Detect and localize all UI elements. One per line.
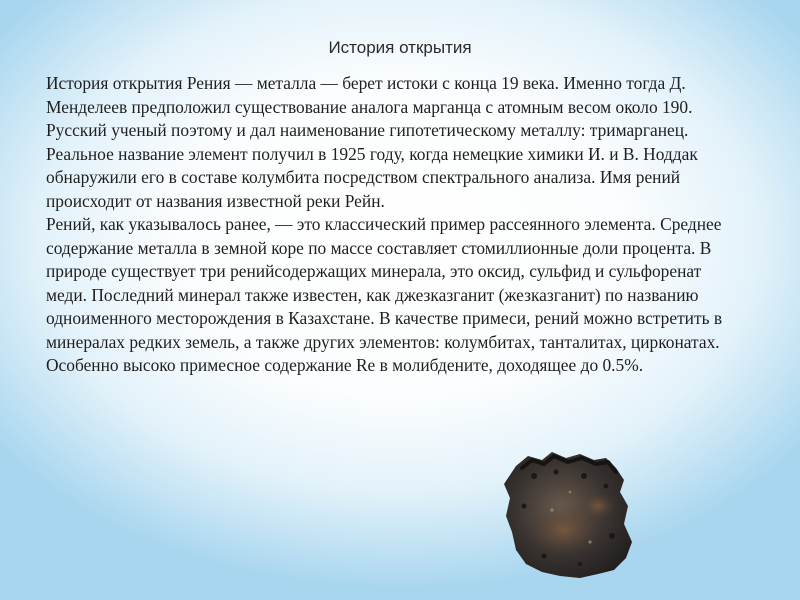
slide-body	[46, 72, 746, 378]
paragraph-discovery: История открытия Рения — металла — берет истоки с конца 19 века. Именно тогда Д. Менделеев предположил существование аналога марганца с атомным весом около 190. Русский ученый поэтому и дал наименование гипотетическому металлу: тримарганец. Реальное название элемент получил в 1925 году, когда немецкие химики И. и В. Ноддак обнаружили его в составе колумбита посредством спектрального анализа. Имя рений происходит от названия известной реки Рейн.	[46, 73, 698, 211]
paragraph-occurrence: Рений, как указывалось ранее, — это классический пример рассеянного элемента. Среднее содержание металла в земной коре по массе составляет стомиллионные доли процента. В природе существует три ренийсодержащих минерала, это оксид, сульфид и сульфоренат меди. Последний минерал также известен, как джезказганит (жезказганит) по названию одноименного месторождения в Казахстане. В качестве примеси, рений можно встретить в минералах редких земель, а также других элементов: колумбитах, танталитах, цирконатах. Особенно высоко примесное содержание Re в молибдените, доходящее до 0.5%.	[46, 214, 723, 375]
slide-title: История открытия	[328, 38, 472, 57]
rhenium-mineral-image	[494, 446, 654, 586]
